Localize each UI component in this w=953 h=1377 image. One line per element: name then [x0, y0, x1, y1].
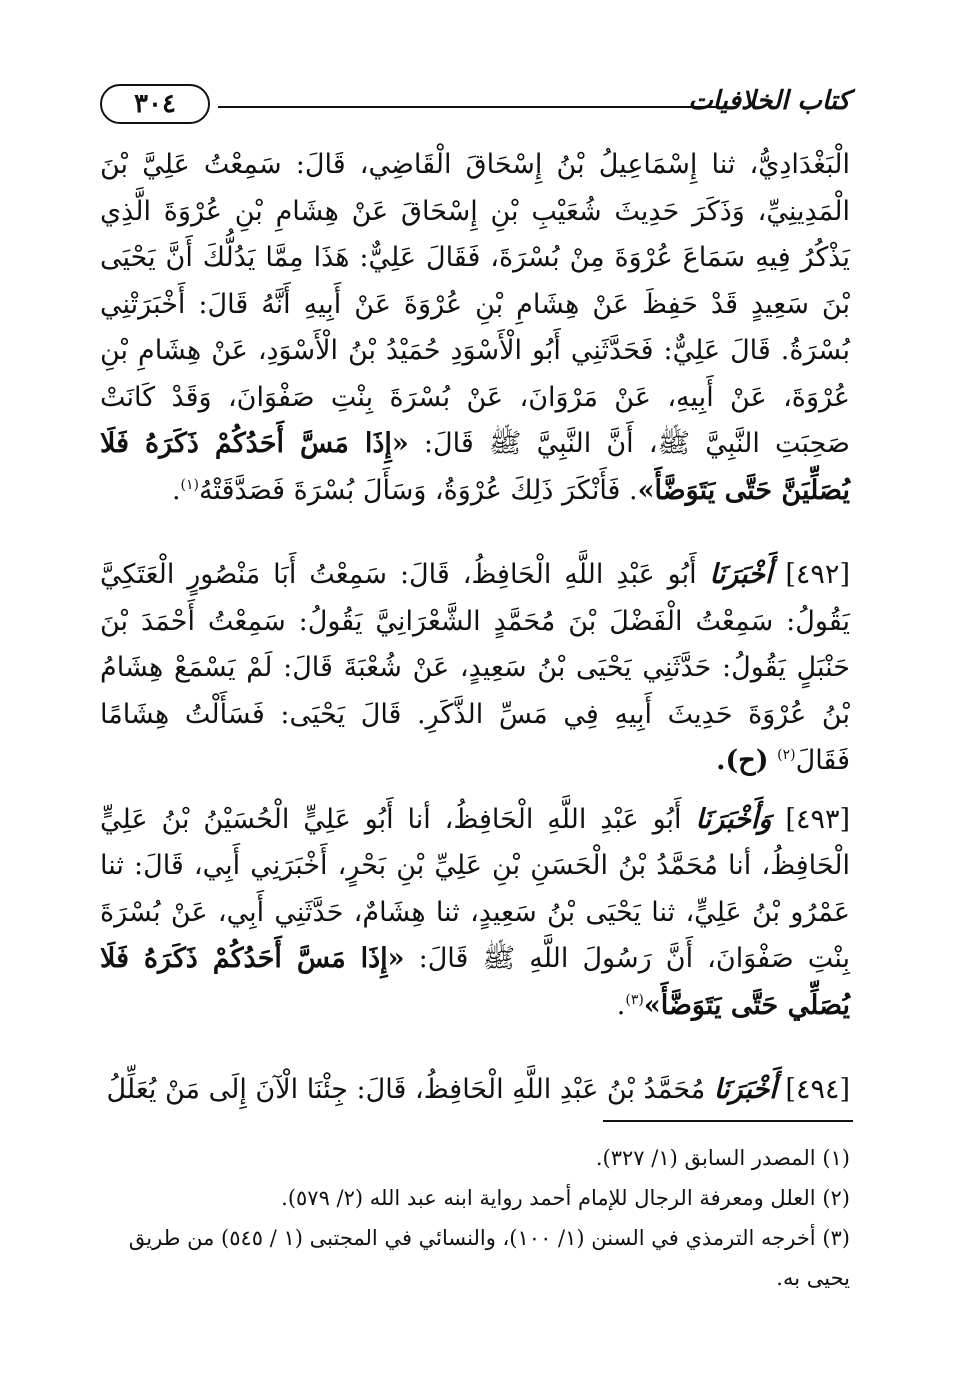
hadith-number-494: [٤٩٤]	[785, 1074, 850, 1105]
paragraph-1-text-a: الْبَغْدَادِيُّ، ثنا إِسْمَاعِيلُ بْنُ إِسْحَاقَ الْقَاضِي، قَالَ: سَمِعْتُ عَلِيَّ بْنَ الْمَدِينِيِّ، وَذَكَرَ حَدِيثَ شُعَيْبِ بْنِ إِسْحَاقَ عَنْ هِشَامِ بْنِ عُرْوَةَ الَّذِي يَذْكُرُ فِيهِ سَمَاعَ عُرْوَةَ مِنْ بُسْرَةَ، فَقَالَ عَلِيٌّ: هَذَا مِمَّا يَدُلُّكَ أَنَّ يَحْيَى بْنَ سَعِيدٍ قَدْ حَفِظَ عَنْ هِشَامِ بْنِ عُرْوَةَ عَنْ أَبِيهِ أَنَّهُ قَالَ: أَخْبَرَتْنِي بُسْرَةُ. قَالَ عَلِيٌّ: فَحَدَّثَنِي أَبُو الْأَسْوَدِ حُمَيْدُ بْنُ الْأَسْوَدِ، عَنْ هِشَامِ بْنِ عُرْوَةَ، عَنْ أَبِيهِ، عَنْ مَرْوَانَ، عَنْ بُسْرَةَ بِنْتِ صَفْوَانَ، وَقَدْ كَانَتْ صَحِبَتِ النَّبِيَّ ﷺ، أَنَّ النَّبِيَّ ﷺ قَالَ:	[100, 149, 850, 459]
page-number-badge: ٣٠٤	[100, 84, 210, 124]
header-rule	[218, 106, 718, 108]
footnote-ref-2[interactable]: (٢)	[777, 747, 796, 763]
paragraph-1-end: .	[171, 474, 181, 506]
paragraph-492-end: (ح).	[716, 745, 769, 776]
main-text	[100, 142, 850, 1114]
keyword-akhbarana-494: أَخْبَرَنَا	[713, 1074, 777, 1105]
paragraph-493-text: أَبُو عَبْدِ اللَّهِ الْحَافِظُ، أنا أَبُو عَلِيٍّ الْحُسَيْنُ بْنُ عَلِيٍّ الْحَافِظُ، أنا مُحَمَّدُ بْنُ الْحَسَنِ بْنِ عَلِيِّ بْنِ بَحْرٍ، أَخْبَرَنِي أَبِي، قَالَ: ثنا عَمْرُو بْنُ عَلِيٍّ، ثنا يَحْيَى بْنُ سَعِيدٍ، ثنا هِشَامٌ، حَدَّثَنِي أَبِي، عَنْ بُسْرَةَ بِنْتِ صَفْوَانَ، أَنَّ رَسُولَ اللَّهِ ﷺ قَالَ:	[100, 803, 850, 974]
paragraph-1-text-b: . فَأَنْكَرَ ذَلِكَ عُرْوَةُ، وَسَأَلَ بُسْرَةَ فَصَدَّقَتْهُ	[199, 474, 638, 506]
book-title: كتاب الخلافيات	[688, 86, 850, 116]
hadith-number-493: [٤٩٣]	[785, 803, 850, 835]
paragraph-493-end: .	[616, 989, 626, 1021]
paragraph-1	[100, 142, 850, 514]
footnote-2: (٢) العلل ومعرفة الرجال للإمام أحمد رواية ابنه عبد الله (٢/ ٥٧٩).	[281, 1186, 850, 1210]
paragraph-492	[100, 552, 850, 785]
footnote-ref-1[interactable]: (١)	[180, 476, 200, 493]
footnotes	[100, 1138, 850, 1298]
hadith-number-492: [٤٩٢]	[785, 559, 850, 590]
paragraph-494	[100, 1067, 850, 1114]
footnote-separator	[603, 1120, 853, 1122]
footnote-ref-3[interactable]: (٣)	[625, 991, 644, 1008]
hadith-quote-2: «إِذَا مَسَّ أَحَدُكُمْ ذَكَرَهُ فَلَا يُصَلِّي حَتَّى يَتَوَضَّأَ»	[100, 943, 850, 1021]
keyword-wa-akhbarana-493: وَأَخْبَرَنَا	[695, 803, 772, 835]
keyword-akhbarana-492: أَخْبَرَنَا	[709, 559, 773, 590]
footnote-3: (٣) أخرجه الترمذي في السنن (١/ ١٠٠)، والنسائي في المجتبى (١ / ٥٤٥) من طريق يحيى به.	[128, 1226, 850, 1290]
paragraph-493	[100, 797, 850, 1030]
paragraph-492-text: أَبُو عَبْدِ اللَّهِ الْحَافِظُ، قَالَ: سَمِعْتُ أَبَا مَنْصُورٍ الْعَتَكِيَّ يَقُولُ: سَمِعْتُ الْفَضْلَ بْنَ مُحَمَّدٍ الشَّعْرَانِيَّ يَقُولُ: سَمِعْتُ أَحْمَدَ بْنَ حَنْبَلٍ يَقُولُ: حَدَّثَنِي يَحْيَى بْنُ سَعِيدٍ، عَنْ شُعْبَةَ قَالَ: لَمْ يَسْمَعْ هِشَامُ بْنُ عُرْوَةَ حَدِيثَ أَبِيهِ فِي مَسِّ الذَّكَرِ. قَالَ يَحْيَى: فَسَأَلْتُ هِشَامًا فَقَالَ	[100, 559, 850, 776]
page-header	[100, 82, 850, 130]
hadith-quote-1: «إِذَا مَسَّ أَحَدُكُمْ ذَكَرَهُ فَلَا يُصَلِّيَنَّ حَتَّى يَتَوَضَّأَ»	[100, 428, 850, 506]
footnote-1: (١) المصدر السابق (١/ ٣٢٧).	[595, 1146, 850, 1170]
paragraph-494-text: مُحَمَّدُ بْنُ عَبْدِ اللَّهِ الْحَافِظُ، قَالَ: جِئْنَا الْآنَ إِلَى مَنْ يُعَلِّلُ	[106, 1074, 706, 1105]
